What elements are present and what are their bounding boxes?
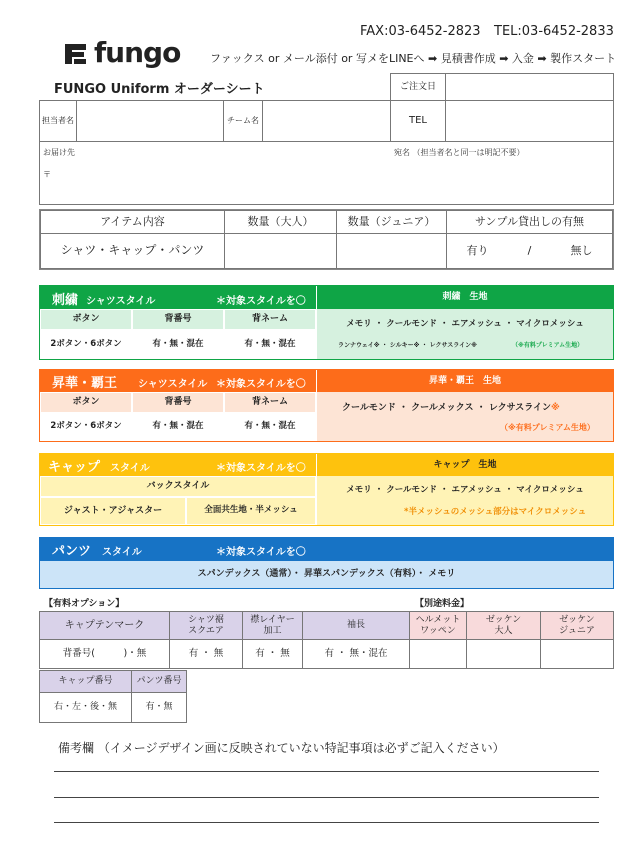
shishu-premium-note: （※有料プレミアム生地） bbox=[512, 342, 584, 349]
sample-yes[interactable]: 有り bbox=[466, 243, 489, 257]
shishu-fabrics-premium[interactable]: ランナウェイ※ ・ シルキー※ ・ レクサスライン※ bbox=[338, 342, 477, 349]
cap-opt-adjuster[interactable]: ジャスト・アジャスター bbox=[40, 497, 186, 525]
tel-field[interactable] bbox=[445, 100, 614, 142]
opt-val-zekken-junior[interactable] bbox=[540, 639, 614, 669]
shishu-col-number: 背番号 bbox=[132, 309, 224, 330]
shishu-col-name: 背ネーム bbox=[224, 309, 316, 330]
items-adult-field[interactable] bbox=[224, 233, 337, 269]
shoka-val-button[interactable]: 2ボタン・6ボタン bbox=[40, 413, 132, 441]
items-header-junior: 数量（ジュニア） bbox=[336, 210, 447, 234]
opt-header-zekken-junior: ゼッケン ジュニア bbox=[540, 611, 614, 640]
shishu-val-button[interactable]: 2ボタン・6ボタン bbox=[40, 330, 132, 359]
items-junior-field[interactable] bbox=[336, 233, 447, 269]
remarks-label: 備考欄 （イメージデザイン画に反映されていない特記事項は必ずご記入ください） bbox=[58, 741, 505, 755]
opt-header-hem: シャツ裾 スクエア bbox=[169, 611, 243, 640]
person-field[interactable] bbox=[76, 100, 224, 142]
delivery-label: お届け先 bbox=[43, 148, 75, 157]
fungo-logo-icon bbox=[62, 40, 90, 68]
delivery-box[interactable] bbox=[39, 141, 614, 205]
cap-back-style: バックスタイル bbox=[40, 476, 316, 497]
remarks-line-3[interactable] bbox=[54, 822, 599, 823]
opt-val-sleeve[interactable]: 有 ・ 無・混在 bbox=[302, 639, 410, 669]
tel-label: TEL bbox=[390, 100, 446, 142]
fungo-logo-text: fungo bbox=[94, 36, 181, 69]
shoka-fabric-title: 昇華・覇王 生地 bbox=[317, 370, 613, 392]
shoka-col-button: ボタン bbox=[40, 392, 132, 413]
shishu-col-button: ボタン bbox=[40, 309, 132, 330]
opt-header-sleeve: 袖長 bbox=[302, 611, 410, 640]
pants-fabrics[interactable]: スパンデックス（通常）・ 昇華スパンデックス（有料）・ メモリ bbox=[40, 561, 613, 588]
sample-choice[interactable] bbox=[446, 233, 613, 269]
opt-val-hem[interactable]: 有 ・ 無 bbox=[169, 639, 243, 669]
cap-note: ＊対象スタイルを〇 bbox=[216, 463, 306, 474]
shoka-val-name[interactable]: 有・無・混在 bbox=[224, 413, 316, 441]
shishu-fabrics[interactable]: メモリ ・ クールモンド ・ エアメッシュ ・ マイクロメッシュ bbox=[346, 319, 584, 329]
pants-style: スタイル bbox=[102, 547, 142, 558]
opt-header-pants-number: パンツ番号 bbox=[131, 670, 187, 693]
cap-fabric-title: キャップ 生地 bbox=[317, 454, 613, 476]
shishu-style: シャツスタイル bbox=[86, 296, 156, 307]
shoka-col-number: 背番号 bbox=[132, 392, 224, 413]
remarks-line-2[interactable] bbox=[54, 797, 599, 798]
form-title: FUNGO Uniform オーダーシート bbox=[54, 82, 265, 97]
team-field[interactable] bbox=[262, 100, 391, 142]
paid-options-label: 【有料オプション】 bbox=[44, 599, 125, 609]
shoka-title: 昇華・覇王 bbox=[52, 376, 118, 391]
cap-opt-mesh[interactable]: 全面共生地・半メッシュ bbox=[186, 497, 316, 525]
remarks-line-1[interactable] bbox=[54, 771, 599, 772]
sample-slash: / bbox=[527, 243, 532, 257]
opt-val-captain[interactable]: 背番号( )・無 bbox=[39, 639, 170, 669]
opt-header-helmet: ヘルメット ワッペン bbox=[409, 611, 467, 640]
fax-number: FAX:03-6452-2823 bbox=[360, 24, 481, 39]
opt-val-helmet[interactable] bbox=[409, 639, 467, 669]
pants-note: ＊対象スタイルを〇 bbox=[216, 547, 306, 558]
tel-number: TEL:03-6452-2833 bbox=[494, 24, 614, 39]
items-header-content: アイテム内容 bbox=[40, 210, 225, 234]
items-content-value: シャツ・キャップ・パンツ bbox=[40, 233, 225, 269]
opt-header-cap-number: キャップ番号 bbox=[39, 670, 132, 693]
opt-val-zekken-adult[interactable] bbox=[466, 639, 541, 669]
person-label: 担当者名 bbox=[39, 100, 77, 142]
opt-val-collar[interactable]: 有 ・ 無 bbox=[242, 639, 303, 669]
extra-fee-label: 【別途料金】 bbox=[415, 599, 470, 609]
postal-label: 〒 bbox=[43, 170, 51, 179]
shoka-style: シャツスタイル bbox=[138, 379, 208, 390]
order-flow: ファックス or メール添付 or 写メをLINEへ ➡ 見積書作成 ➡ 入金 ➡ 製作スタート bbox=[210, 52, 617, 65]
shishu-note: ＊対象スタイルを〇 bbox=[216, 296, 306, 307]
opt-val-pants-number[interactable]: 有・無 bbox=[131, 692, 187, 723]
addressee-label: 宛名 （担当者名と同一は明記不要） bbox=[394, 148, 525, 157]
shishu-title: 刺繍 bbox=[52, 293, 79, 308]
shishu-fabric-title: 刺繍 生地 bbox=[317, 286, 613, 309]
cap-fabrics-note: *半メッシュのメッシュ部分はマイクロメッシュ bbox=[404, 507, 587, 517]
team-label: チーム名 bbox=[223, 100, 263, 142]
items-header-sample: サンプル貸出しの有無 bbox=[446, 210, 613, 234]
sample-no[interactable]: 無し bbox=[570, 243, 593, 257]
shoka-premium-note: （※有料プレミアム生地） bbox=[500, 423, 595, 432]
cap-title: キャップ bbox=[48, 460, 101, 475]
shishu-val-name[interactable]: 有・無・混在 bbox=[224, 330, 316, 359]
shoka-val-number[interactable]: 有・無・混在 bbox=[132, 413, 224, 441]
shoka-fabrics[interactable]: クールモンド ・ クールメックス ・ レクサスライン※ bbox=[342, 403, 560, 413]
shoka-col-name: 背ネーム bbox=[224, 392, 316, 413]
opt-header-collar: 襟レイヤー 加工 bbox=[242, 611, 303, 640]
opt-header-captain: キャプテンマーク bbox=[39, 611, 170, 640]
cap-fabrics[interactable]: メモリ ・ クールモンド ・ エアメッシュ ・ マイクロメッシュ bbox=[346, 485, 584, 495]
opt-header-zekken-adult: ゼッケン 大人 bbox=[466, 611, 541, 640]
items-header-adult: 数量（大人） bbox=[224, 210, 337, 234]
pants-title: パンツ bbox=[52, 544, 92, 559]
order-date-label: ご注文日 bbox=[390, 73, 446, 101]
shoka-note: ＊対象スタイルを〇 bbox=[216, 379, 306, 390]
cap-style: スタイル bbox=[110, 463, 150, 474]
shishu-val-number[interactable]: 有・無・混在 bbox=[132, 330, 224, 359]
order-date-field[interactable] bbox=[445, 73, 614, 101]
opt-val-cap-number[interactable]: 右・左・後・無 bbox=[39, 692, 132, 723]
